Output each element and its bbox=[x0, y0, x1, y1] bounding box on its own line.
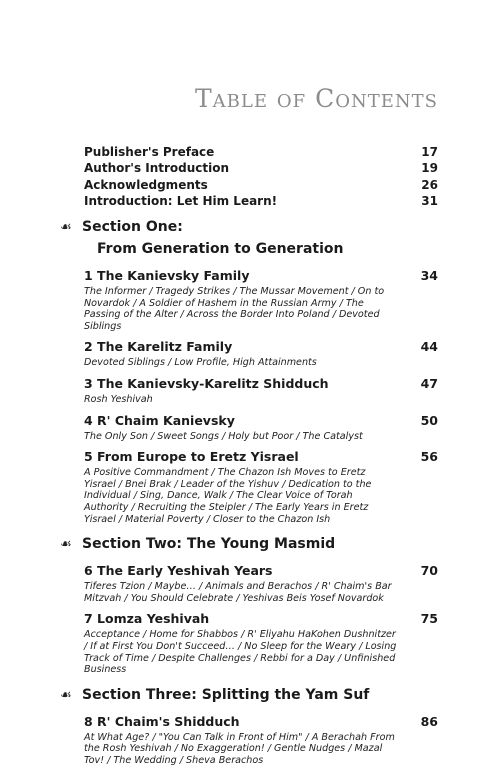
chapter-heading-row bbox=[84, 412, 438, 429]
chapter-entry bbox=[60, 713, 438, 767]
page-number: 70 bbox=[420, 563, 438, 579]
section-heading bbox=[60, 218, 438, 237]
front-matter-item bbox=[84, 177, 438, 193]
page-number: 47 bbox=[420, 375, 438, 391]
section-title: Section One: bbox=[82, 219, 183, 235]
page-number: 17 bbox=[421, 145, 438, 159]
section-title: Section Two: The Young Masmid bbox=[82, 536, 336, 553]
chapter-subtopics: Acceptance / Home for Shabbos / R' Eliyahu HaKohen Dushnitzer / If at First You Don't Succeed… / No Sleep for the Weary / Losing Track of Time / Despite Challenges / Rebbi for a Day / Unfinished Business bbox=[84, 629, 397, 676]
chapter-entry bbox=[60, 267, 438, 332]
chapter-subtopics: The Only Son / Sweet Songs / Holy but Poor / The Catalyst bbox=[84, 430, 363, 442]
chapter-title: 5 From Europe to Eretz Yisrael bbox=[84, 449, 299, 465]
entry-title: Introduction: Let Him Learn! bbox=[84, 193, 278, 208]
front-matter-item bbox=[84, 160, 438, 176]
fleuron-icon: ☙ bbox=[60, 687, 72, 703]
chapter-heading-row bbox=[84, 375, 438, 392]
chapter-entry bbox=[60, 375, 438, 406]
sections-list bbox=[60, 218, 438, 772]
page-number: 26 bbox=[421, 177, 438, 192]
chapter-heading-row bbox=[84, 338, 438, 355]
entry-title: Author's Introduction bbox=[84, 161, 230, 176]
page-number: 44 bbox=[420, 339, 438, 355]
chapter-subtopics: Tiferes Tzion / Maybe… / Animals and Berachos / R' Chaim's Bar Mitzvah / You Should Celebrate / Yeshivas Beis Yosef Novardok bbox=[84, 581, 392, 604]
chapter-heading-row bbox=[84, 267, 438, 284]
front-matter-list bbox=[84, 144, 438, 209]
chapter-title: 2 The Karelitz Family bbox=[84, 339, 233, 355]
page-number: 50 bbox=[420, 412, 438, 428]
entry-title: Acknowledgments bbox=[84, 177, 208, 192]
chapter-heading-row bbox=[84, 610, 438, 627]
chapter-entry bbox=[60, 610, 438, 675]
section-title: Section Three: Splitting the Yam Suf bbox=[82, 686, 370, 703]
section-subtitle: From Generation to Generation bbox=[97, 241, 344, 257]
page-title: Table of Contents bbox=[194, 84, 438, 113]
chapter-title: 7 Lomza Yeshivah bbox=[84, 611, 210, 627]
chapter-heading-row bbox=[84, 448, 438, 465]
chapter-subtopics: Rosh Yeshivah bbox=[84, 393, 153, 405]
chapter-entry bbox=[60, 562, 438, 604]
chapter-entry bbox=[60, 338, 438, 369]
chapter-title: 6 The Early Yeshivah Years bbox=[84, 563, 273, 579]
chapter-subtopics: Devoted Siblings / Low Profile, High Attainments bbox=[84, 357, 317, 369]
chapter-entry bbox=[60, 412, 438, 443]
chapter-entry bbox=[60, 448, 438, 525]
chapter-title: 3 The Kanievsky-Karelitz Shidduch bbox=[84, 375, 329, 391]
chapter-subtopics: A Positive Commandment / The Chazon Ish Moves to Eretz Yisrael / Bnei Brak / Leader of the Yishuv / Dedication to the Individual / Sing, Dance, Walk / The Clear Voice of Torah Authority / Recruiting the Steipler / The Early Years in Eretz Yisrael / Material Poverty / Closer to the Chazon Ish bbox=[84, 467, 372, 525]
page-number: 34 bbox=[420, 268, 438, 283]
fleuron-icon: ☙ bbox=[60, 537, 72, 553]
chapter-subtopics: At What Age? / "You Can Talk in Front of Him" / A Berachah From the Rosh Yeshivah / No Exaggeration! / Gentle Nudges / Mazal Tov! / The Wedding / Sheva Berachos bbox=[84, 731, 395, 766]
front-matter-item bbox=[84, 144, 438, 160]
front-matter-item bbox=[84, 193, 438, 209]
entry-title: Publisher's Preface bbox=[84, 145, 215, 159]
chapter-subtopics: The Informer / Tragedy Strikes / The Mussar Movement / On to Novardok / A Soldier of Hashem in the Russian Army / The Passing of the Alter / Across the Border Into Poland / Devoted Siblings bbox=[84, 286, 385, 332]
page-number: 75 bbox=[420, 611, 438, 627]
fleuron-icon: ☙ bbox=[60, 220, 72, 235]
chapter-title: 8 R' Chaim's Shidduch bbox=[84, 713, 240, 729]
chapter-heading-row bbox=[84, 713, 438, 730]
page-number: 56 bbox=[420, 449, 438, 465]
chapter-title: 1 The Kanievsky Family bbox=[84, 268, 250, 283]
page-number: 31 bbox=[421, 193, 438, 208]
section-heading bbox=[60, 686, 438, 705]
page-number: 86 bbox=[420, 713, 438, 729]
chapter-title: 4 R' Chaim Kanievsky bbox=[84, 412, 235, 428]
section-heading bbox=[60, 535, 438, 554]
page-number: 19 bbox=[421, 161, 438, 176]
chapter-heading-row bbox=[84, 562, 438, 579]
